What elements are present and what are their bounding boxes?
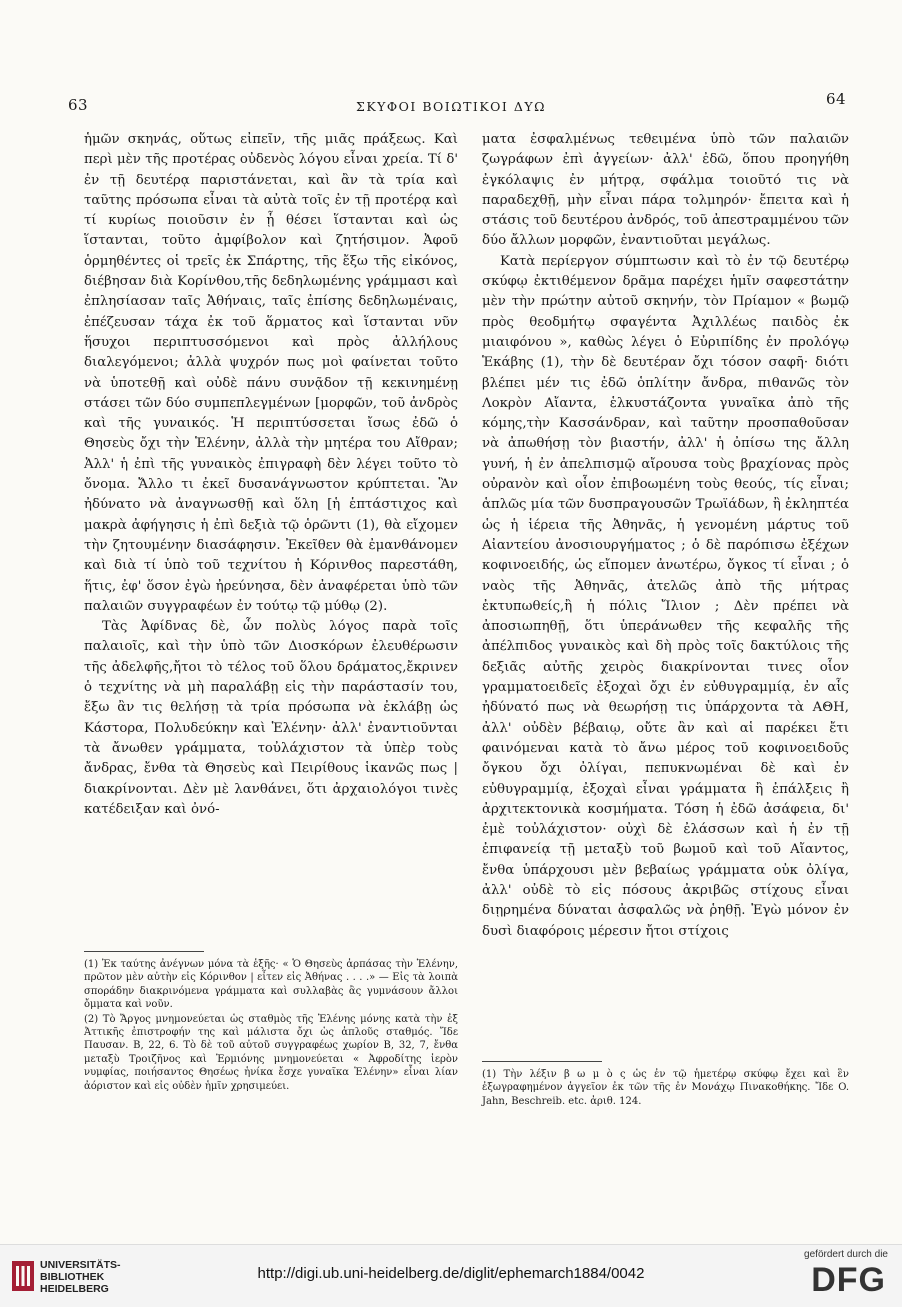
footnote-1-right: (1) Τὴν λέξιν β ω μ ὸ ς ὡς ἐν τῷ ἡμετέρῳ σκύφῳ ἔχει καὶ ἓν ἐξωγραφημένον ἀγγεῖον ἐκ τῶν τῆς ἐν Μονάχῳ Πινακοθήκης. Ἴδε O. Jahn, Beschreib. etc. ἀριθ. 124. xyxy=(482,1069,849,1107)
page-number-left: 63 xyxy=(68,96,89,114)
footnote-2-left: (2) Τὸ Ἄργος μνημονεύεται ὡς σταθμὸς τῆς Ἑλένης μόνης κατὰ τὴν ἐξ Ἀττικῆς ἐπιστροφήν της καὶ μάλιστα ὄχι ὡς ἁπλοῦς σταθμός. Ἴδε Παυσαν. Β, 22, 6. Τὸ δὲ τοῦ αὐτοῦ συγγραφέως χωρίον Β, 32, 7, ἔνθα μεταξὺ Τροιζῆνος καὶ Ἑρμιόνης μνημονεύεται « Ἀφροδίτης ἱερὸν νυμφίας, ποιήσαντος Θησέως ἡνίκα ἔσχε γυναῖκα Ἑλένην» εἶναι λίαν ἀόριστον καὶ εἰς οὐδὲν ἡμῖν χρησιμεύει. xyxy=(84,1013,458,1092)
right-paragraph-1: ματα ἐσφαλμένως τεθειμένα ὑπὸ τῶν παλαιῶν ζωγράφων ἐπὶ ἀγγείων· ἀλλ' ἐδῶ, ὅπου προηγήθη ἐγκόλαψις ἐν μήτρᾳ, σφάλμα τοιοῦτό τις νὰ παραδεχθῇ, μὴν εἶναι πάρα τολμηρόν· ἔπειτα καὶ ἡ στάσις τοῦ δευτέρου ἀνδρός, τοῦ ἀπεστραμμένου τῶν δύο ἄλλων μορφῶν, ἐναντιοῦται μεγάλως. xyxy=(482,132,849,249)
library-name: UNIVERSITÄTS- BIBLIOTHEK HEIDELBERG xyxy=(40,1259,121,1295)
funding-note: gefördert durch die xyxy=(804,1249,888,1260)
right-footnotes xyxy=(482,1068,849,1109)
left-paragraph-1: ἡμῶν σκηνάς, οὕτως εἰπεῖν, τῆς μιᾶς πράξεως. Καὶ περὶ μὲν τῆς προτέρας οὐδενὸς λόγου εἶναι χρεία. Τί δ' ἐν τῇ δευτέρᾳ παριστάνεται, καὶ ἂν τὰ τρία καὶ ταῦτης πρόσωπα εἶναι τὰ αὐτὰ τοῖς ἐν τῇ προτέρᾳ καὶ τί κυρίως ποιοῦσιν ἐν ᾗ θέσει ἵστανται καὶ ὡς ἵστανται, τοῦτο ἀμφίβολον καὶ ζητήσιμον. Ἀφοῦ ὁρμηθέντες οἱ τρεῖς ἐκ Σπάρτης, τῆς ἔξω τῆς εἰκόνος, διέβησαν διὰ Κορίνθου,τῆς δεδηλωμένης γράμμασι καὶ ἐπλησίασαν ταῖς Ἀθήναις, ταῖς ἐπίσης δεδηλωμέναις, ἐπέζευσαν τάχα ἐκ τοῦ ἅρματος καὶ ἵστανται νῦν ἥσυχοι περιπτυσσόμενοι καὶ πρὸς ἀλλήλους διαλεγόμενοι; ἀλλὰ ψυχρόν πως μοὶ φαίνεται τοῦτο νὰ ὑποτεθῇ καὶ οὐδὲ πάνυ συνᾷδον τῇ κεκινημένῃ στάσει τῶν δύο συμπεπλεγμένων [μορφῶν, τοῦ ἀνδρὸς καὶ τῆς γυναικός. Ἡ περιπτύσσεται ἴσως ἐδῶ ὁ Θησεὺς ὄχι τὴν Ἑλένην, ἀλλὰ τὴν μητέρα του Αἴθραν; Ἀλλ' ἡ ἐπὶ τῆς γυναικὸς ἐπιγραφὴ δὲν λέγει τοῦτο τὸ ὄνομα. Ἄλλο τι ἐκεῖ δυσανάγνωστον κρύπτεται. Ἂν ἠδύνατο νὰ ἀναγνωσθῇ καὶ ὅλη [ἡ ἑπτάστιχος καὶ μακρὰ ἀφήγησις ἡ ἐπὶ δεξιὰ τῷ ὁρῶντι (1), θὰ εἴχομεν τὴν ζητουμένην διασάφησιν. Ἐκεῖθεν θὰ ἐμανθάνομεν καὶ διὰ τί ὑπὸ τοῦ τεχνίτου ἡ Κόρινθος παρεστάθη, ἥτις, ἐφ' ὅσον ἐγὼ ἠρεύνησα, δὲν ἀναφέρεται ὑπὸ τῶν παλαιῶν συγγραφέων ἐν τούτῳ τῷ μύθῳ (2). xyxy=(84,132,458,614)
left-footnotes xyxy=(84,958,458,1094)
footnote-1-left: (1) Ἐκ ταύτης ἀνέγνων μόνα τὰ ἑξῆς· « Ὁ Θησεὺς ἁρπάσας τὴν Ἑλένην, πρῶτον μὲν αὐτὴν εἰς Κόρινθον | εἶτεν εἰς Ἀθήνας . . . .» — Εἰς τὰ λοιπὰ σποράδην διακρινόμενα γράμματα καὶ συλλαβὰς ἂς γυμνάσουν ἄλλοι ὄμματα καὶ νοῦν. xyxy=(84,959,458,1011)
right-column xyxy=(482,130,849,942)
footnote-divider-left xyxy=(84,951,204,952)
footnote-divider-right xyxy=(482,1061,602,1062)
permalink-url[interactable]: http://digi.ub.uni-heidelberg.de/diglit/ephemarch1884/0042 xyxy=(257,1265,645,1282)
viewer-footer xyxy=(0,1244,902,1307)
running-head: ΣΚΥΦΟΙ ΒΟΙΩΤΙΚΟΙ ΔΥΩ xyxy=(356,99,546,114)
right-paragraph-2: Κατὰ περίεργον σύμπτωσιν καὶ τὸ ἐν τῷ δευτέρῳ σκύφῳ ἐκτιθέμενον δρᾶμα παρέχει ἡμῖν σαφεστάτην μὲν τὴν πρώτην αὐτοῦ σκηνήν, τὸν Πρίαμον « βωμῷ πρὸς θεοδμήτῳ σφαγέντα Ἀχιλλέως παιδὸς ἐκ μιαιφόνου », καθὼς λέγει ὁ Εὐριπίδης ἐν προλόγῳ Ἑκάβης (1), τὴν δὲ δευτέραν ὄχι τόσον σαφῆ· διότι βλέπει μέν τις ἐδῶ ὁπλίτην ἄνδρα, πιθανῶς τὸν Λοκρὸν Αἴαντα, ἑλκυστάζοντα γυναῖκα ἀπὸ τῆς κόμης,τὴν Κασσάνδραν, καὶ ταῦτην προσπαθοῦσαν νὰ ἀπωθήσῃ τὸν βιαστήν, ἀλλ' ἡ ὀπίσω της ἄλλη γυνή, ἡ ἐν ἀπελπισμῷ αἴρουσα τοὺς βραχίονας πρὸς οὐρανὸν καὶ οἷον ἐπιβοωμένη τοὺς θεούς, τίς εἶναι; ἁπλῶς μία τῶν δυσπραγουσῶν Τρωϊάδων, ἢ ἐκληπτέα ὡς ἡ ἱέρεια τῆς Ἀθηνᾶς, ἡ γενομένη μάρτυς τοῦ Αἰαντείου ἀνοσιουργήματος ; ὁ δὲ παρόπισω ἐξέχων κοφινοειδής, ὡς εἴπομεν ἀνωτέρω, ὄγκος τί εἶναι ; ὁ ναὸς τῆς Ἀθηνᾶς, ἀτελῶς ἀπὸ τῆς μήτρας ἐκτυπωθείς,ἢ ἡ πόλις Ἴλιον ; Δὲν πρέπει νὰ ἀποσιωπηθῇ, ὅτι ὑπεράνωθεν τῆς κεφαλῆς τῆς ἀπέλπιδος γυναικὸς καὶ δὴ πρὸς τοῖς δακτύλοις τῆς δεξιᾶς αὐτῆς χειρὸς διακρίνονται τινες οἷον γραμματοειδεῖς ἐξοχαὶ ὄχι ἐν εὐθυγραμμίᾳ, ἐν αἷς ἠδύνατό πως νὰ θεωρήσῃ τις ὑπάρχοντα τὰ ΑΘΗ, ἀλλ' οὐδὲν βέβαιῳ, οὔτε ἂν καὶ αἱ παρέκει ἔτι φαινόμεναι κατὰ τὸ ἄνω μέρος τοῦ κοφινοειδοῦς ὄγκου ὄχι ὀλίγαι, πεπυκνωμέναι δὲ καὶ ἐν εὐθυγραμμίᾳ, ἐξοχαὶ εἶναι γράμματα ἢ ἐπάλξεις ἢ ἀρχιτεκτονικὰ κοσμήματα. Τόση ἡ ἐδῶ ἀσάφεια, δι' ἐμὲ τοὐλάχιστον· οὐχὶ δὲ ἐλάσσων καὶ ἡ ἐν τῇ ἐπιφανείᾳ τῇ μεταξὺ τοῦ βωμοῦ καὶ τοῦ Αἴαντος, ἔνθα ὑπάρχουσι μὲν βεβαίως γράμματα οὐκ ὀλίγα, ἀλλ' οὐδὲ τὸ εἰς πόσους ἀκριβῶς στίχους εἶναι διῃρημένα δύναται ἀσφαλῶς νὰ ῥηθῇ. Ἐγὼ μόνον ἐν δυσὶ διαφόροις μέρεσιν ἤτοι στίχοις xyxy=(482,253,849,939)
dfg-logo: DFG xyxy=(811,1261,886,1299)
left-paragraph-2: Τὰς Ἀφίδνας δὲ, ὧν πολὺς λόγος παρὰ τοῖς παλαιοῖς, καὶ τὴν ὑπὸ τῶν Διοσκόρων ἐλευθέρωσιν τῆς ἀδελφῆς,ἤτοι τὸ τέλος τοῦ ὅλου δράματος,ἔκρινεν ὁ τεχνίτης νὰ μὴ παραλάβῃ εἰς τὴν παράστασίν του, ἔξω ἂν τις θελήσῃ τὰ τρία πρόσωπα νὰ ἐκλάβῃ ὡς Κάστορα, Πολυδεύκην καὶ Ἑλένην· ἀλλ' ἐναντιοῦνται τὰ ἄνωθεν γράμματα, τοὐλάχιστον τὰ ὑπὲρ τοὺς ἄνδρας, ἔνθα τὰ Θησεὺς καὶ Πειρίθους ἱκανῶς πως |διακρίνονται. Δὲν μὲ λανθάνει, ὅτι ἀρχαιολόγοι τινὲς κατέδειξαν καὶ ὀνό- xyxy=(84,619,458,817)
left-column xyxy=(84,130,458,820)
page-number-right: 64 xyxy=(826,90,847,108)
